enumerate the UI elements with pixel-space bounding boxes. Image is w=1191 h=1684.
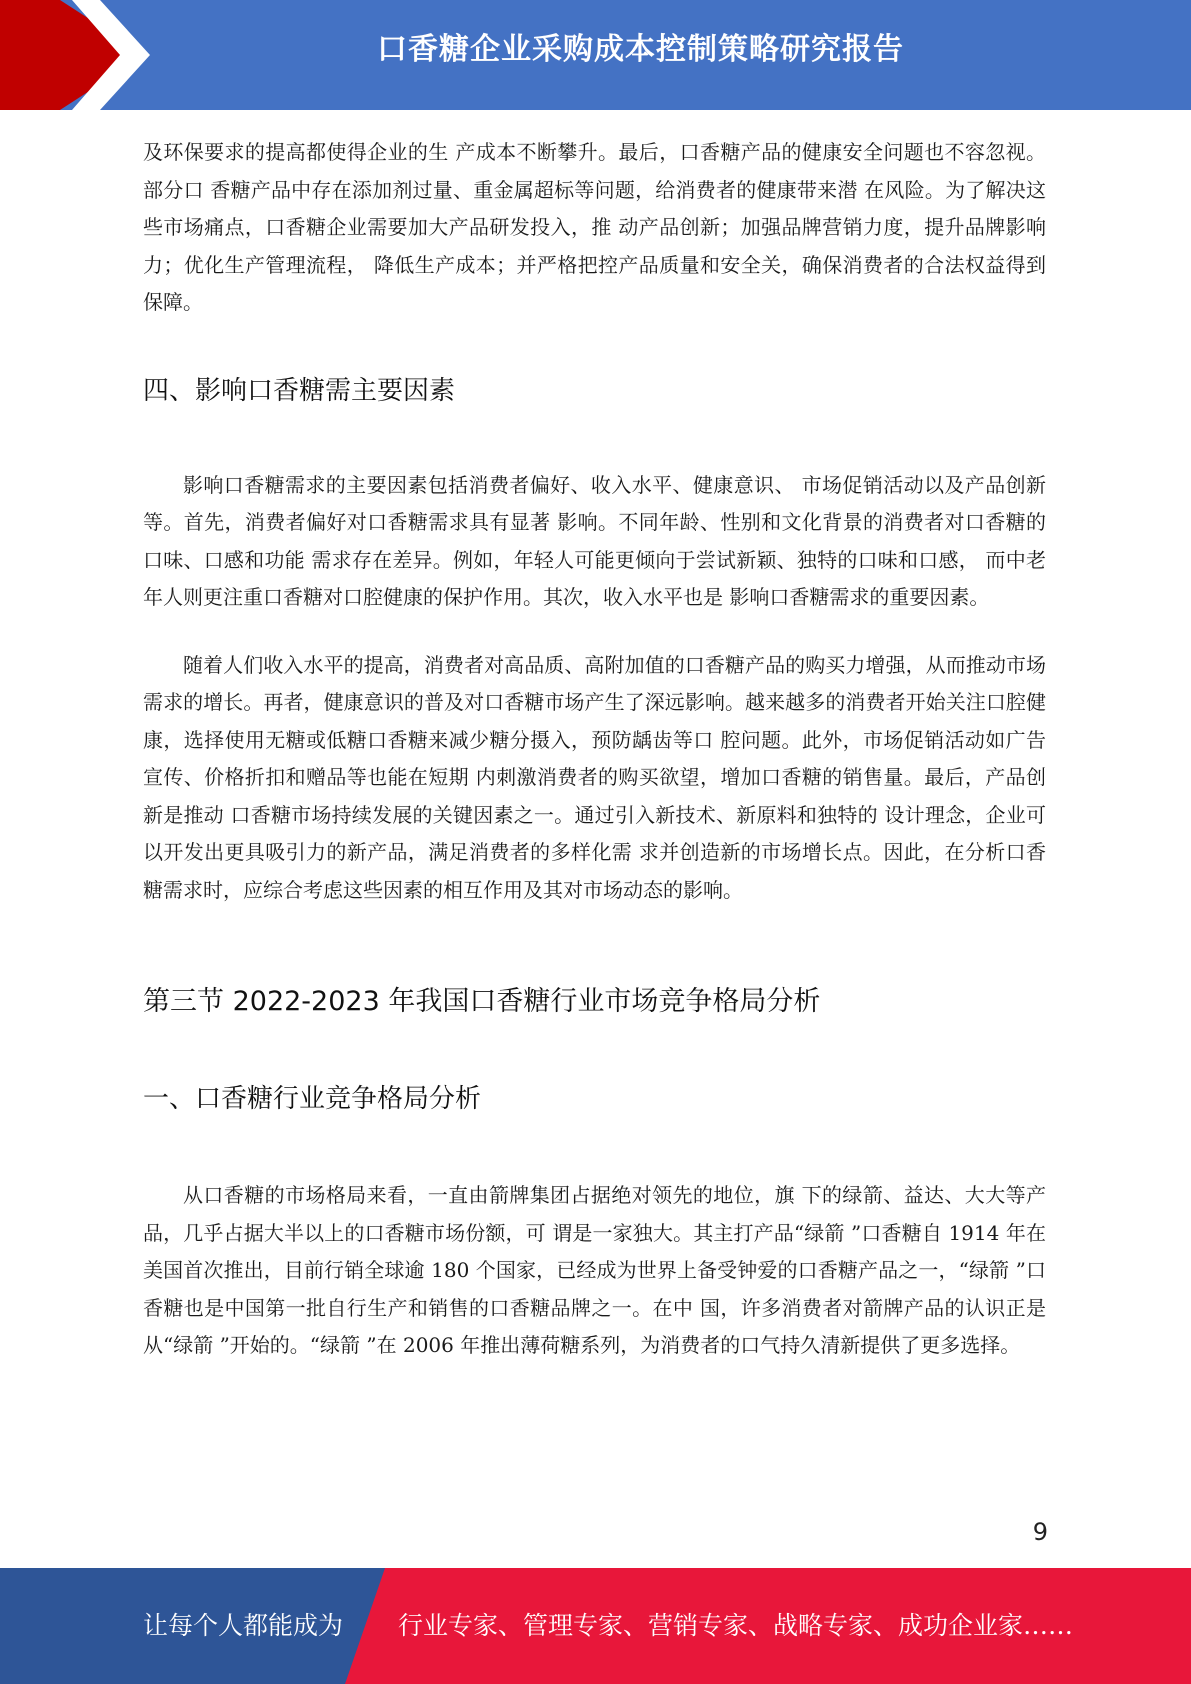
- footer-slogan-right: 行业专家、管理专家、营销专家、战略专家、成功企业家……: [398, 1611, 1074, 1640]
- paragraph-demand-factors: 影响口香糖需求的主要因素包括消费者偏好、收入水平、健康意识、 市场促销活动以及产品创新等。首先，消费者偏好对口香糖需求具有显著 影响。不同年龄、性别和文化背景的消费者对口香糖的口味、口感和功能 需求存在差异。例如，年轻人可能更倾向于尝试新颖、独特的口味和口感， 而中老年人则更注重口香糖对口腔健康的保护作用。其次，收入水平也是 影响口香糖需求的重要因素。: [143, 472, 1046, 609]
- paragraph-wrigley-market: 从口香糖的市场格局来看，一直由箭牌集团占据绝对领先的地位，旗 下的绿箭、益达、大大等产品，几乎占据大半以上的口香糖市场份额，可 谓是一家独大。其主打产品“绿箭 ”口香糖自 1914 年在美国首次推出，目前行销全球逾 180 个国家，已经成为世界上备受钟爱的口香糖产品之一，“绿箭 ”口香糖也是中国第一批自行生产和销售的口香糖品牌之一。在中 国，许多消费者对箭牌产品的认识正是从“绿箭 ”开始的。“绿箭 ”在 2006 年推出薄荷糖系列，为消费者的口气持久清新提供了更多选择。: [143, 1183, 1046, 1357]
- page-content: [143, 128, 1046, 1365]
- page-footer: [0, 1568, 1191, 1684]
- heading-demand-factors: 四、影响口香糖需主要因素: [143, 375, 456, 406]
- report-title: 口香糖企业采购成本控制策略研究报告: [377, 32, 904, 67]
- paragraph-income-health: 随着人们收入水平的提高，消费者对高品质、高附加值的口香糖产品的购买力增强，从而推动市场需求的增长。再者，健康意识的普及对口香糖市场产生了深远影响。越来越多的消费者开始关注口腔健康，选择使用无糖或低糖口香糖来减少糖分摄入，预防龋齿等口 腔问题。此外，市场促销活动如广告宣传、价格折扣和赠品等也能在短期 内刺激消费者的购买欲望，增加口香糖的销售量。最后，产品创新是推动 口香糖市场持续发展的关键因素之一。通过引入新技术、新原料和独特的 设计理念，企业可以开发出更具吸引力的新产品，满足消费者的多样化需 求并创造新的市场增长点。因此，在分析口香糖需求时，应综合考虑这些因素的相互作用及其对市场动态的影响。: [143, 652, 1046, 902]
- footer-slogan-left: 让每个人都能成为: [143, 1611, 344, 1640]
- paragraph-market-pain-points: 及环保要求的提高都使得企业的生 产成本不断攀升。最后，口香糖产品的健康安全问题也不容忽视。部分口 香糖产品中存在添加剂过量、重金属超标等问题，给消费者的健康带来潜 在风险。为了解决这些市场痛点，口香糖企业需要加大产品研发投入，推 动产品创新；加强品牌营销力度，提升品牌影响力；优化生产管理流程， 降低生产成本；并严格把控产品质量和安全关，确保消费者的合法权益得到保障。: [143, 140, 1046, 314]
- page-number: 9: [1032, 1518, 1048, 1546]
- page-header: [0, 0, 1191, 110]
- heading-competition-analysis: 一、口香糖行业竞争格局分析: [143, 1084, 482, 1114]
- section-title-competition: 第三节 2022-2023 年我国口香糖行业市场竞争格局分析: [143, 986, 821, 1017]
